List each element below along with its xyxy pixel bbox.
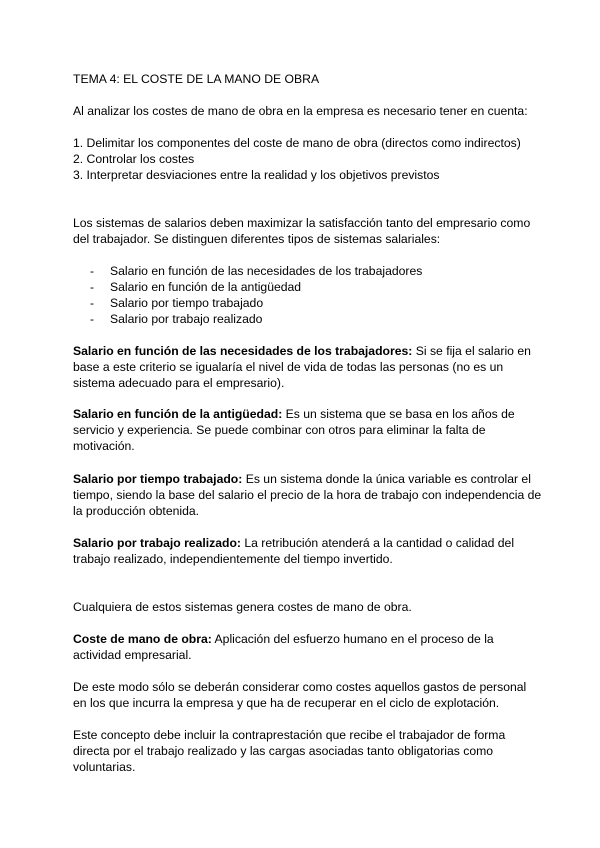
definition-term: Salario por tiempo trabajado: [73, 472, 243, 486]
systems-paragraph: Los sistemas de salarios deben maximizar la satisfacción tanto del empresario como del trabajador. Se distinguen diferentes tipos de sistemas salariales: [73, 216, 531, 246]
bullet-text: Salario en función de la antigüedad [110, 280, 302, 294]
salary-types-list [73, 263, 543, 327]
bullet-marker: - [90, 312, 95, 326]
definition-text: Es un sistema que se basa en los años de servicio y experiencia. Se puede combinar con otros para eliminar la falta de motivación. [73, 407, 515, 453]
document-title: TEMA 4: EL COSTE DE LA MANO DE OBRA [73, 72, 320, 86]
bullet-marker: - [90, 296, 95, 310]
bullet-item [73, 263, 543, 279]
definition-text: Aplicación del esfuerzo humano en el proceso de la actividad empresarial. [73, 632, 494, 662]
definition-term: Coste de mano de obra: [73, 632, 212, 646]
consider-paragraph: De este modo sólo se deberán considerar como costes aquellos gastos de personal en los que incurra la empresa y que ha de recuperar en el ciclo de explotación. [73, 680, 527, 710]
bullet-marker: - [90, 264, 95, 278]
intro-paragraph: Al analizar los costes de mano de obra en la empresa es necesario tener en cuenta: [73, 104, 528, 118]
numbered-item: 1. Delimitar los componentes del coste de mano de obra (directos como indirectos) [73, 136, 521, 150]
definition-term: Salario por trabajo realizado: [73, 536, 241, 550]
bullet-text: Salario por trabajo realizado [110, 312, 263, 326]
definition-term: Salario en función de la antigüedad: [73, 407, 283, 421]
bullet-marker: - [90, 280, 95, 294]
labor-cost-definition [73, 631, 543, 663]
concept-paragraph: Este concepto debe incluir la contraprestación que recibe el trabajador de forma directa por el trabajo realizado y las cargas asociadas tanto obligatorias como voluntarias. [73, 728, 506, 774]
costs-sentence: Cualquiera de estos sistemas genera costes de mano de obra. [73, 600, 412, 614]
definition-text: Si se fija el salario en base a este criterio se igualaría el nivel de vida de todas las personas (no es un sistema adecuado para el empresario). [73, 344, 531, 390]
numbered-item: 2. Controlar los costes [73, 152, 195, 166]
definition-seniority [73, 406, 543, 454]
numbered-item: 3. Interpretar desviaciones entre la realidad y los objetivos previstos [73, 168, 440, 182]
bullet-item [73, 279, 543, 295]
definition-text: La retribución atenderá a la cantidad o calidad del trabajo realizado, independientemente del tiempo invertido. [73, 536, 515, 566]
definition-text: Es un sistema donde la única variable es controlar el tiempo, siendo la base del salario el precio de la hora de trabajo con independencia de la producción obtenida. [73, 472, 542, 518]
definition-work-done [73, 535, 543, 567]
definition-time-worked [73, 471, 543, 519]
bullet-item [73, 311, 543, 327]
numbered-list [73, 135, 543, 183]
bullet-text: Salario por tiempo trabajado [110, 296, 264, 310]
bullet-item [73, 295, 543, 311]
definition-term: Salario en función de las necesidades de los trabajadores: [73, 344, 413, 358]
definition-needs [73, 343, 543, 391]
bullet-text: Salario en función de las necesidades de los trabajadores [110, 264, 423, 278]
